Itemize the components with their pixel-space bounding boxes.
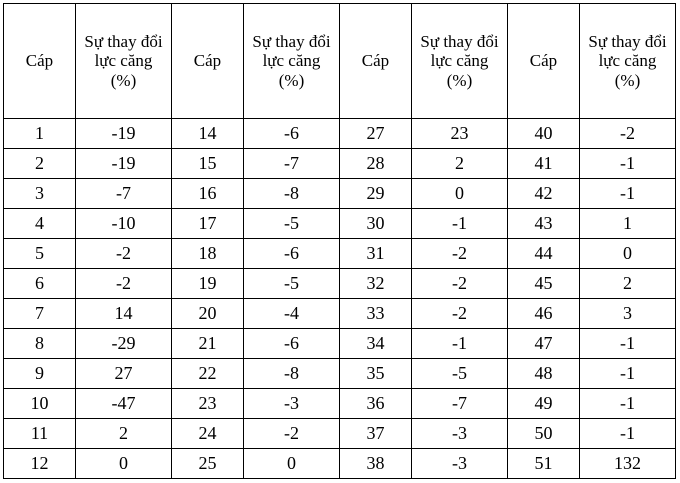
column-header-cap-1: Cáp <box>4 4 76 119</box>
cell-cap: 35 <box>340 359 412 389</box>
cell-cap: 24 <box>172 419 244 449</box>
cell-tension: -19 <box>76 149 172 179</box>
cell-tension: -1 <box>412 209 508 239</box>
cell-cap: 9 <box>4 359 76 389</box>
cell-cap: 2 <box>4 149 76 179</box>
cell-tension: -5 <box>412 359 508 389</box>
table-row <box>4 419 676 449</box>
cell-cap: 21 <box>172 329 244 359</box>
cell-cap: 1 <box>4 119 76 149</box>
cell-cap: 48 <box>508 359 580 389</box>
document-page <box>0 3 680 483</box>
cell-cap: 41 <box>508 149 580 179</box>
cell-cap: 44 <box>508 239 580 269</box>
cell-cap: 5 <box>4 239 76 269</box>
cell-cap: 18 <box>172 239 244 269</box>
cell-tension: -5 <box>244 209 340 239</box>
cell-cap: 31 <box>340 239 412 269</box>
cell-tension: 132 <box>580 449 676 479</box>
cell-tension: 2 <box>76 419 172 449</box>
column-header-cap-2: Cáp <box>172 4 244 119</box>
cell-tension: -10 <box>76 209 172 239</box>
cell-tension: -6 <box>244 329 340 359</box>
cell-cap: 10 <box>4 389 76 419</box>
header-row <box>4 4 676 119</box>
cell-tension: -7 <box>412 389 508 419</box>
cell-tension: 0 <box>76 449 172 479</box>
table-row <box>4 389 676 419</box>
cell-cap: 4 <box>4 209 76 239</box>
cell-cap: 30 <box>340 209 412 239</box>
cell-cap: 27 <box>340 119 412 149</box>
cell-cap: 46 <box>508 299 580 329</box>
cell-cap: 34 <box>340 329 412 359</box>
cell-tension: -2 <box>412 299 508 329</box>
cell-cap: 3 <box>4 179 76 209</box>
cell-tension: 0 <box>244 449 340 479</box>
cell-tension: 23 <box>412 119 508 149</box>
cell-cap: 19 <box>172 269 244 299</box>
cell-tension: 2 <box>580 269 676 299</box>
cell-cap: 16 <box>172 179 244 209</box>
cell-cap: 28 <box>340 149 412 179</box>
cell-tension: -8 <box>244 179 340 209</box>
column-header-cap-4: Cáp <box>508 4 580 119</box>
table-body <box>4 119 676 479</box>
cell-tension: -6 <box>244 239 340 269</box>
cell-tension: -7 <box>76 179 172 209</box>
cell-tension: -2 <box>412 239 508 269</box>
cell-cap: 22 <box>172 359 244 389</box>
cell-cap: 17 <box>172 209 244 239</box>
table-row <box>4 329 676 359</box>
cell-cap: 33 <box>340 299 412 329</box>
cell-tension: -3 <box>412 449 508 479</box>
cell-tension: -1 <box>580 179 676 209</box>
cell-cap: 8 <box>4 329 76 359</box>
table-row <box>4 179 676 209</box>
cell-tension: -5 <box>244 269 340 299</box>
cell-cap: 14 <box>172 119 244 149</box>
cell-cap: 6 <box>4 269 76 299</box>
cell-cap: 11 <box>4 419 76 449</box>
table-row <box>4 119 676 149</box>
table-row <box>4 149 676 179</box>
table-row <box>4 209 676 239</box>
column-header-tension-4: Sự thay đổi lực căng (%) <box>580 4 676 119</box>
cell-cap: 29 <box>340 179 412 209</box>
cell-tension: -29 <box>76 329 172 359</box>
table-row <box>4 239 676 269</box>
cell-tension: -2 <box>76 269 172 299</box>
cell-tension: 27 <box>76 359 172 389</box>
cell-cap: 23 <box>172 389 244 419</box>
cell-cap: 42 <box>508 179 580 209</box>
cell-cap: 12 <box>4 449 76 479</box>
cell-tension: 2 <box>412 149 508 179</box>
cell-tension: -1 <box>580 149 676 179</box>
cell-tension: -4 <box>244 299 340 329</box>
cell-cap: 37 <box>340 419 412 449</box>
column-header-tension-3: Sự thay đổi lực căng (%) <box>412 4 508 119</box>
cell-cap: 25 <box>172 449 244 479</box>
cell-tension: -6 <box>244 119 340 149</box>
cell-tension: -2 <box>580 119 676 149</box>
cell-tension: -7 <box>244 149 340 179</box>
cell-tension: -47 <box>76 389 172 419</box>
cell-cap: 47 <box>508 329 580 359</box>
cell-cap: 32 <box>340 269 412 299</box>
cell-cap: 15 <box>172 149 244 179</box>
cell-tension: 1 <box>580 209 676 239</box>
table-row <box>4 359 676 389</box>
table-row <box>4 449 676 479</box>
cell-tension: -1 <box>580 389 676 419</box>
cell-cap: 40 <box>508 119 580 149</box>
cell-tension: 3 <box>580 299 676 329</box>
cell-cap: 50 <box>508 419 580 449</box>
cell-tension: -2 <box>412 269 508 299</box>
cell-tension: -1 <box>580 359 676 389</box>
cell-tension: -3 <box>412 419 508 449</box>
cell-tension: -2 <box>76 239 172 269</box>
cell-tension: 0 <box>412 179 508 209</box>
table-row <box>4 299 676 329</box>
cell-cap: 51 <box>508 449 580 479</box>
cell-tension: 0 <box>580 239 676 269</box>
column-header-cap-3: Cáp <box>340 4 412 119</box>
table-header <box>4 4 676 119</box>
cell-cap: 49 <box>508 389 580 419</box>
cell-cap: 20 <box>172 299 244 329</box>
cell-tension: -1 <box>580 419 676 449</box>
cell-cap: 36 <box>340 389 412 419</box>
cell-cap: 38 <box>340 449 412 479</box>
cell-tension: -8 <box>244 359 340 389</box>
cell-tension: -1 <box>412 329 508 359</box>
cell-cap: 43 <box>508 209 580 239</box>
cell-tension: -1 <box>580 329 676 359</box>
cell-cap: 45 <box>508 269 580 299</box>
table-row <box>4 269 676 299</box>
cell-tension: 14 <box>76 299 172 329</box>
cell-tension: -2 <box>244 419 340 449</box>
column-header-tension-2: Sự thay đổi lực căng (%) <box>244 4 340 119</box>
cable-tension-table <box>3 3 676 479</box>
cell-tension: -19 <box>76 119 172 149</box>
column-header-tension-1: Sự thay đổi lực căng (%) <box>76 4 172 119</box>
cell-tension: -3 <box>244 389 340 419</box>
cell-cap: 7 <box>4 299 76 329</box>
